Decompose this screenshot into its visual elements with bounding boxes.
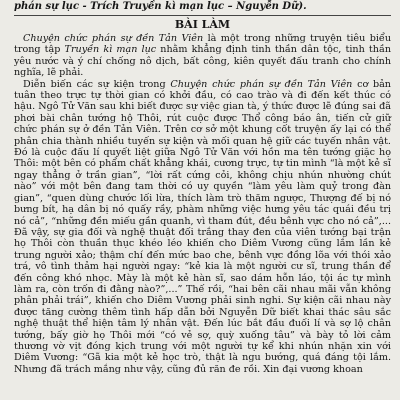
italic-text-run: Chuyện chức phán sự đền Tản Viên [23,33,204,44]
essay-body [14,33,391,375]
separator-rule [14,15,391,16]
source-citation [14,0,391,13]
section-title: BÀI LÀM [174,18,231,31]
citation-source-title: Truyền kì mạn lục [122,1,225,12]
italic-text-run: Chuyện chức phán sự đền Tản Viên [170,78,353,90]
citation-prefix: phán sự lục - Trích [14,1,123,12]
text-run: Diễn biến các sự kiện trong [23,78,171,90]
text-run: cơ bản tuân theo trực tự thời gian có khởi đầu, có cao trào và đi đến kết thúc có hậu. Ngô Tử Văn sau khi biết được sự việc gian tà, ý thức được lẽ đúng sai đã phơi bài chân tướng hộ Thôi, rút cuộc được Thổ công báo ân, tiến cử giữ chức phán sự ở đền Tản Viên. Trên cơ sở một khung cốt truyện ấy lại có thể phân chia thành nhiều tuyến sự kiện và mối quan hệ giữ các tuyến nhân vật. Đó là cuộc đấu lí quyết liệt giữa Ngô Tử Văn với hồn ma tên tướng giặc họ Thôi: một bên có phẩm chất khẳng khái, cương trực, tự tin mình “là một kẻ sĩ ngay thẳng ở trần gian”, “lời rất cứng cỏi, không chịu nhún nhường chút nào” với một bên đang tam thời có uy quyền “làm yêu làm quỷ trong đàn gian”, “quen dùng chước lối lừa, thích làm trò thăm ngược, Thượng đế bị nó bưng bít, hạ dân bị nó quấy rầy, phàm những việc hưng yêu tác quái đều trị nó cả”, “những đền miếu gần quanh, vì tham đút, đều bênh vực cho nó cả”,... Đã vậy, sự gia đối và nghệ thuật đối trắng thay đen của viên tướng bại trận họ Thôi còn thuần thục khéo léo khiến cho Diêm Vương cũng lắm lần kẻ trung người xảo; thậm chí đến mức bao che, bênh vực đồng lõa với thói xảo trá, vô tình thảm hại người ngay: “kẻ kia là một người cư sĩ, trung thần để đến công khó nhọc. Mày là một kẻ hàn sĩ, sao dám hỗn láo, tội ác tự mình làm ra, còn trốn đi đằng nào?”,...” Thế rồi, “hai bên cãi nhau mãi vẫn không phân phải trái”, khiến cho Diêm Vương phải sinh nghi. Sự kiện cãi nhau này được tăng cường thêm tình hấp dẫn bởi Nguyễn Dữ biết khai thác sâu sắc nghệ thuật thể hiện tâm lý nhân vật. Đến lúc bắt đầu đuối lí và sợ lộ chân tướng, bấy giờ họ Thôi mới “có vẻ sợ, quỳ xuống tâu” và bày tỏ lời cảm thương vờ vịt đóng kịch trung với một người tự kể khi nhún nhặn xin với Diêm Vương: “Gã kia một kẻ học trò, thật là ngu bướng, quá đáng tội lắm. Nhưng đã trách mắng như vậy, cũng đủ răn đe rồi. Xin đại vương khoan [14,78,391,375]
text-run: là một trong những truyện tiêu biểu trong tập [14,33,391,56]
citation-suffix: – Nguyễn Dữ). [224,1,307,12]
paragraph [14,33,391,79]
text-run: nhằm khẳng định tinh thần dân tộc, tinh thần yêu nước và ý chí chống nô dịch, bất công, kiên quyết đấu tranh cho chính nghĩa, lẽ phải. [14,44,392,79]
italic-text-run: Truyền kì mạn lục [64,44,157,56]
paragraph [14,79,391,376]
